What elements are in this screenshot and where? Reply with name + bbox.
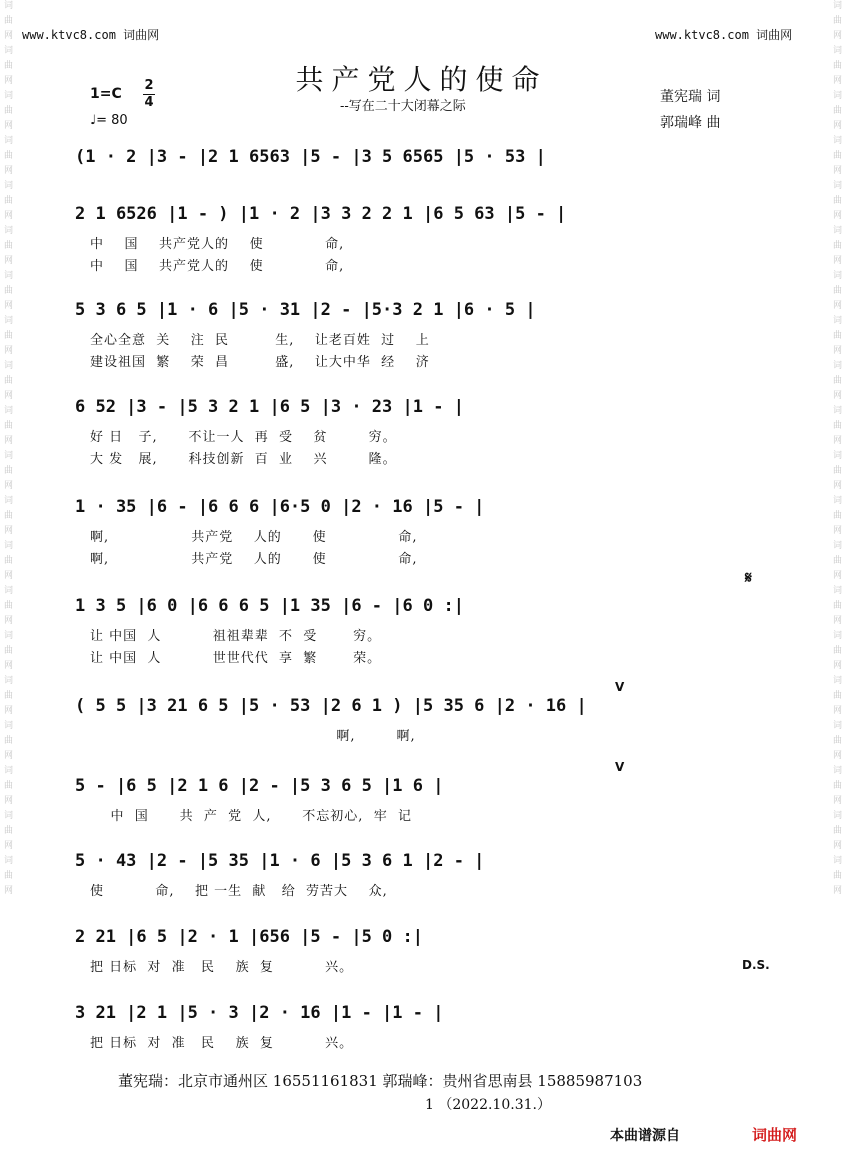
watermark-right: 词曲网词曲网词曲网词曲网词曲网词曲网词曲网词曲网词曲网词曲网词曲网词曲网词曲网词曲网词曲网词曲网词曲网词曲网词曲网词曲网 xyxy=(831,0,841,900)
site-header-left[interactable]: www.ktvc8.com 词曲网 xyxy=(22,28,160,42)
key-signature: 1=C xyxy=(90,86,122,102)
meter-top: 2 xyxy=(144,78,154,93)
lyric-line: 使 命, 把 一生 献 给 劳苦大 众, xyxy=(90,884,388,899)
notes-line: 6 52 |3 - |5 3 2 1 |6 5 |3 · 23 |1 - | xyxy=(75,397,464,417)
song-title: 共产党人的使命 xyxy=(295,63,548,96)
notes-line: ( 5 5 |3 21 6 5 |5 · 53 |2 6 1 ) |5 35 6 |2 · 16 | xyxy=(75,696,587,716)
lyric-line: 大 发 展, 科技创新 百 业 兴 隆。 xyxy=(90,452,397,467)
lyric-line: 建设祖国 繁 荣 昌 盛, 让大中华 经 济 xyxy=(90,355,430,370)
notes-line: 1 · 35 |6 - |6 6 6 |6·5 0 |2 · 16 |5 - | xyxy=(75,497,485,517)
page-number-date: 1 （2022.10.31.） xyxy=(425,1097,551,1113)
source-label: 本曲谱源自 xyxy=(610,1128,680,1144)
lyric-line: 让 中国 人 世世代代 享 繁 荣。 xyxy=(90,651,382,666)
breath-mark: V xyxy=(615,680,625,694)
song-subtitle: --写在二十大闭幕之际 xyxy=(340,99,466,114)
notes-line: 2 21 |6 5 |2 · 1 |656 |5 - |5 0 :| xyxy=(75,927,423,947)
lyric-line: 啊, 共产党 人的 使 命, xyxy=(90,530,418,545)
lyricist-credit: 董宪瑞 词 xyxy=(660,89,721,105)
lyric-line: 中 国 共产党人的 使 命, xyxy=(90,259,345,274)
notes-line: 5 3 6 5 |1 · 6 |5 · 31 |2 - |5·3 2 1 |6 · 5 | xyxy=(75,300,536,320)
notes-line: 5 - |6 5 |2 1 6 |2 - |5 3 6 5 |1 6 | xyxy=(75,776,444,796)
lyric-line: 全心全意 关 注 民 生, 让老百姓 过 上 xyxy=(90,333,430,348)
site-header-right[interactable]: www.ktvc8.com 词曲网 xyxy=(655,28,793,42)
site-logo[interactable]: 词曲网 xyxy=(752,1126,798,1144)
notes-line: 5 · 43 |2 - |5 35 |1 · 6 |5 3 6 1 |2 - | xyxy=(75,851,485,871)
lyric-line: 让 中国 人 祖祖辈辈 不 受 穷。 xyxy=(90,629,382,644)
ds-marking: D.S. xyxy=(742,958,770,972)
breath-mark: V xyxy=(615,760,625,774)
tempo-marking: ♩= 80 xyxy=(90,113,128,128)
lyric-line: 啊, 共产党 人的 使 命, xyxy=(90,552,418,567)
time-signature xyxy=(143,78,155,111)
notes-line: 1 3 5 |6 0 |6 6 6 5 |1 35 |6 - |6 0 :| xyxy=(75,596,464,616)
segno-sign: 𝄋 xyxy=(745,568,752,587)
watermark-left: 词曲网词曲网词曲网词曲网词曲网词曲网词曲网词曲网词曲网词曲网词曲网词曲网词曲网词曲网词曲网词曲网词曲网词曲网词曲网词曲网 xyxy=(2,0,12,900)
notes-line: (1 · 2 |3 - |2 1 6563 |5 - |3 5 6565 |5 · 53 | xyxy=(75,147,546,167)
notes-line: 3 21 |2 1 |5 · 3 |2 · 16 |1 - |1 - | xyxy=(75,1003,444,1023)
lyric-line: 啊, 啊, xyxy=(90,729,416,744)
contact-info: 董宪瑞：北京市通州区 16551161831 郭瑞峰：贵州省思南县 15885987103 xyxy=(118,1072,643,1090)
notes-line: 2 1 6526 |1 - ) |1 · 2 |3 3 2 2 1 |6 5 63 |5 - | xyxy=(75,204,567,224)
meter-bottom: 4 xyxy=(144,95,154,110)
lyric-line: 把 日标 对 准 民 族 复 兴。 xyxy=(90,960,354,975)
lyric-line: 把 日标 对 准 民 族 复 兴。 xyxy=(90,1036,354,1051)
lyric-line: 中 国 共 产 党 人, 不忘初心, 牢 记 xyxy=(90,809,412,824)
lyric-line: 中 国 共产党人的 使 命, xyxy=(90,237,345,252)
composer-credit: 郭瑞峰 曲 xyxy=(660,115,721,131)
lyric-line: 好 日 子, 不让一人 再 受 贫 穷。 xyxy=(90,430,397,445)
